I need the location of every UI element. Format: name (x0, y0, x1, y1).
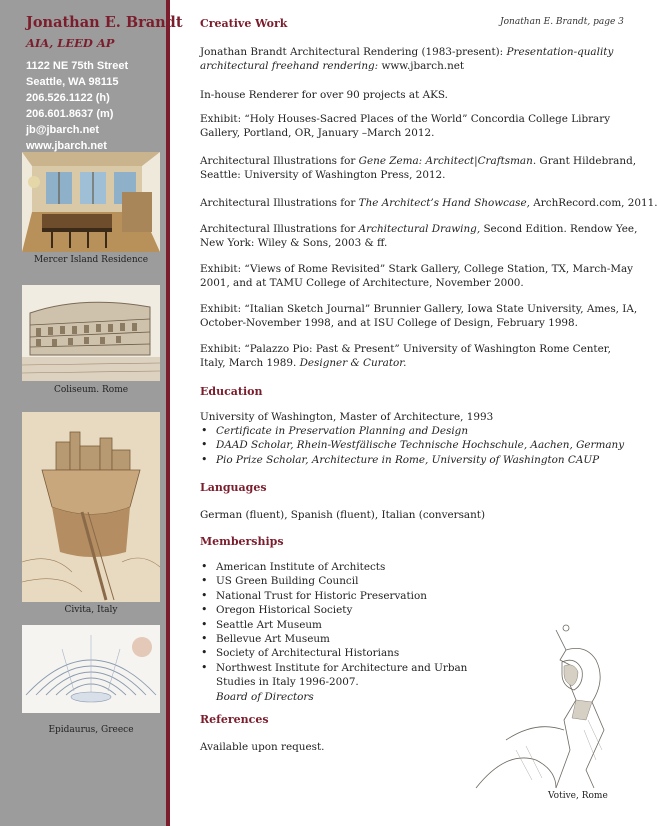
phone-mobile[interactable]: 206.601.8637 (m) (26, 108, 114, 120)
references-text: Available upon request. (200, 741, 325, 753)
caption-epidaurus: Epidaurus, Greece (48, 725, 134, 735)
section-heading-languages: Languages (200, 481, 267, 494)
caption-coliseum: Coliseum. Rome (53, 385, 129, 395)
section-heading-creative-work: Creative Work (200, 17, 288, 30)
section-heading-memberships: Memberships (200, 535, 284, 548)
list-item: • US Green Building Council (200, 574, 467, 588)
hilltown-sketch-icon (22, 412, 160, 602)
list-item: • DAAD Scholar, Rhein-Westfälische Technische Hochschule, Aachen, Germany (200, 438, 624, 452)
list-item: • Seattle Art Museum (200, 618, 467, 632)
list-item: • Society of Architectural Historians (200, 646, 467, 660)
list-item: • Bellevue Art Museum (200, 632, 467, 646)
creative-entry: Architectural Illustrations for Gene Zema: Architect|Craftsman. Grant Hildebrand, Seattle: University of Washington Press, 2012. (200, 155, 637, 181)
amphitheater-sketch-icon (22, 625, 160, 713)
creative-entry: In-house Renderer for over 90 projects at AKS. (200, 89, 448, 101)
website-link[interactable]: www.jbarch.net (26, 140, 107, 152)
creative-entry: Exhibit: “Palazzo Pio: Past & Present” University of Washington Rome Center, Italy, March 1989. Designer & Curator. (200, 343, 611, 369)
votive-sketch-image (436, 620, 616, 790)
creative-entry: Architectural Illustrations for The Architect’s Hand Showcase, ArchRecord.com, 2011. (200, 197, 658, 209)
list-item: • Certificate in Preservation Planning and Design (200, 424, 624, 438)
list-item: • Oregon Historical Society (200, 603, 467, 617)
list-item: • American Institute of Architects (200, 560, 467, 574)
address-line-2: Seattle, WA 98115 (26, 76, 119, 88)
caption-civita: Civita, Italy (64, 605, 118, 615)
creative-entry: Jonathan Brandt Architectural Rendering (1983-present): Presentation-quality architectural freehand rendering: www.jbarch.net (200, 46, 614, 72)
address-line-1: 1122 NE 75th Street (26, 60, 129, 72)
email-link[interactable]: jb@jbarch.net (26, 124, 100, 136)
caption-mercer-island: Mercer Island Residence (33, 255, 149, 265)
sidebar-divider (166, 0, 170, 826)
contact-block (26, 58, 128, 154)
interior-sketch-icon (22, 152, 160, 252)
list-item: • National Trust for Historic Preservation (200, 589, 467, 603)
coliseum-sketch-icon (22, 285, 160, 381)
section-heading-references: References (200, 713, 269, 726)
author-name: Jonathan E. Brandt (26, 14, 183, 31)
civita-sketch-image (22, 412, 160, 602)
creative-entry: Architectural Illustrations for Architectural Drawing, Second Edition. Rendow Yee, New York: Wiley & Sons, 2003 & ff. (200, 223, 638, 249)
languages-text: German (fluent), Spanish (fluent), Italian (conversant) (200, 509, 486, 521)
caption-votive: Votive, Rome (548, 791, 608, 801)
education-degree: University of Washington, Master of Architecture, 1993 (200, 411, 494, 423)
epidaurus-sketch-image (22, 625, 160, 713)
creative-entry: Exhibit: “Holy Houses-Sacred Places of the World” Concordia College Library Gallery, Portland, OR, January –March 2012. (200, 113, 611, 139)
education-list (200, 424, 624, 467)
creative-entry: Exhibit: “Views of Rome Revisited” Stark Gallery, College Station, TX, March-May 2001, and at TAMU College of Architecture, November 2000. (200, 263, 634, 289)
author-credentials: AIA, LEED AP (26, 36, 115, 50)
page-number-label: Jonathan E. Brandt, page 3 (500, 17, 624, 27)
memberships-list (200, 560, 467, 704)
creative-entry: Exhibit: “Italian Sketch Journal” Brunnier Gallery, Iowa State University, Ames, IA, October-November 1998, and at ISU College of Design, February 1998. (200, 303, 638, 329)
list-item: • Pio Prize Scholar, Architecture in Rome, University of Washington CAUP (200, 453, 624, 467)
interior-sketch-image (22, 152, 160, 252)
votive-sketch-icon (436, 620, 616, 790)
list-item: • Northwest Institute for Architecture and Urban Studies in Italy 1996-2007. Board of Directors (200, 661, 467, 704)
phone-home[interactable]: 206.526.1122 (h) (26, 92, 110, 104)
section-heading-education: Education (200, 385, 263, 398)
coliseum-sketch-image (22, 285, 160, 381)
